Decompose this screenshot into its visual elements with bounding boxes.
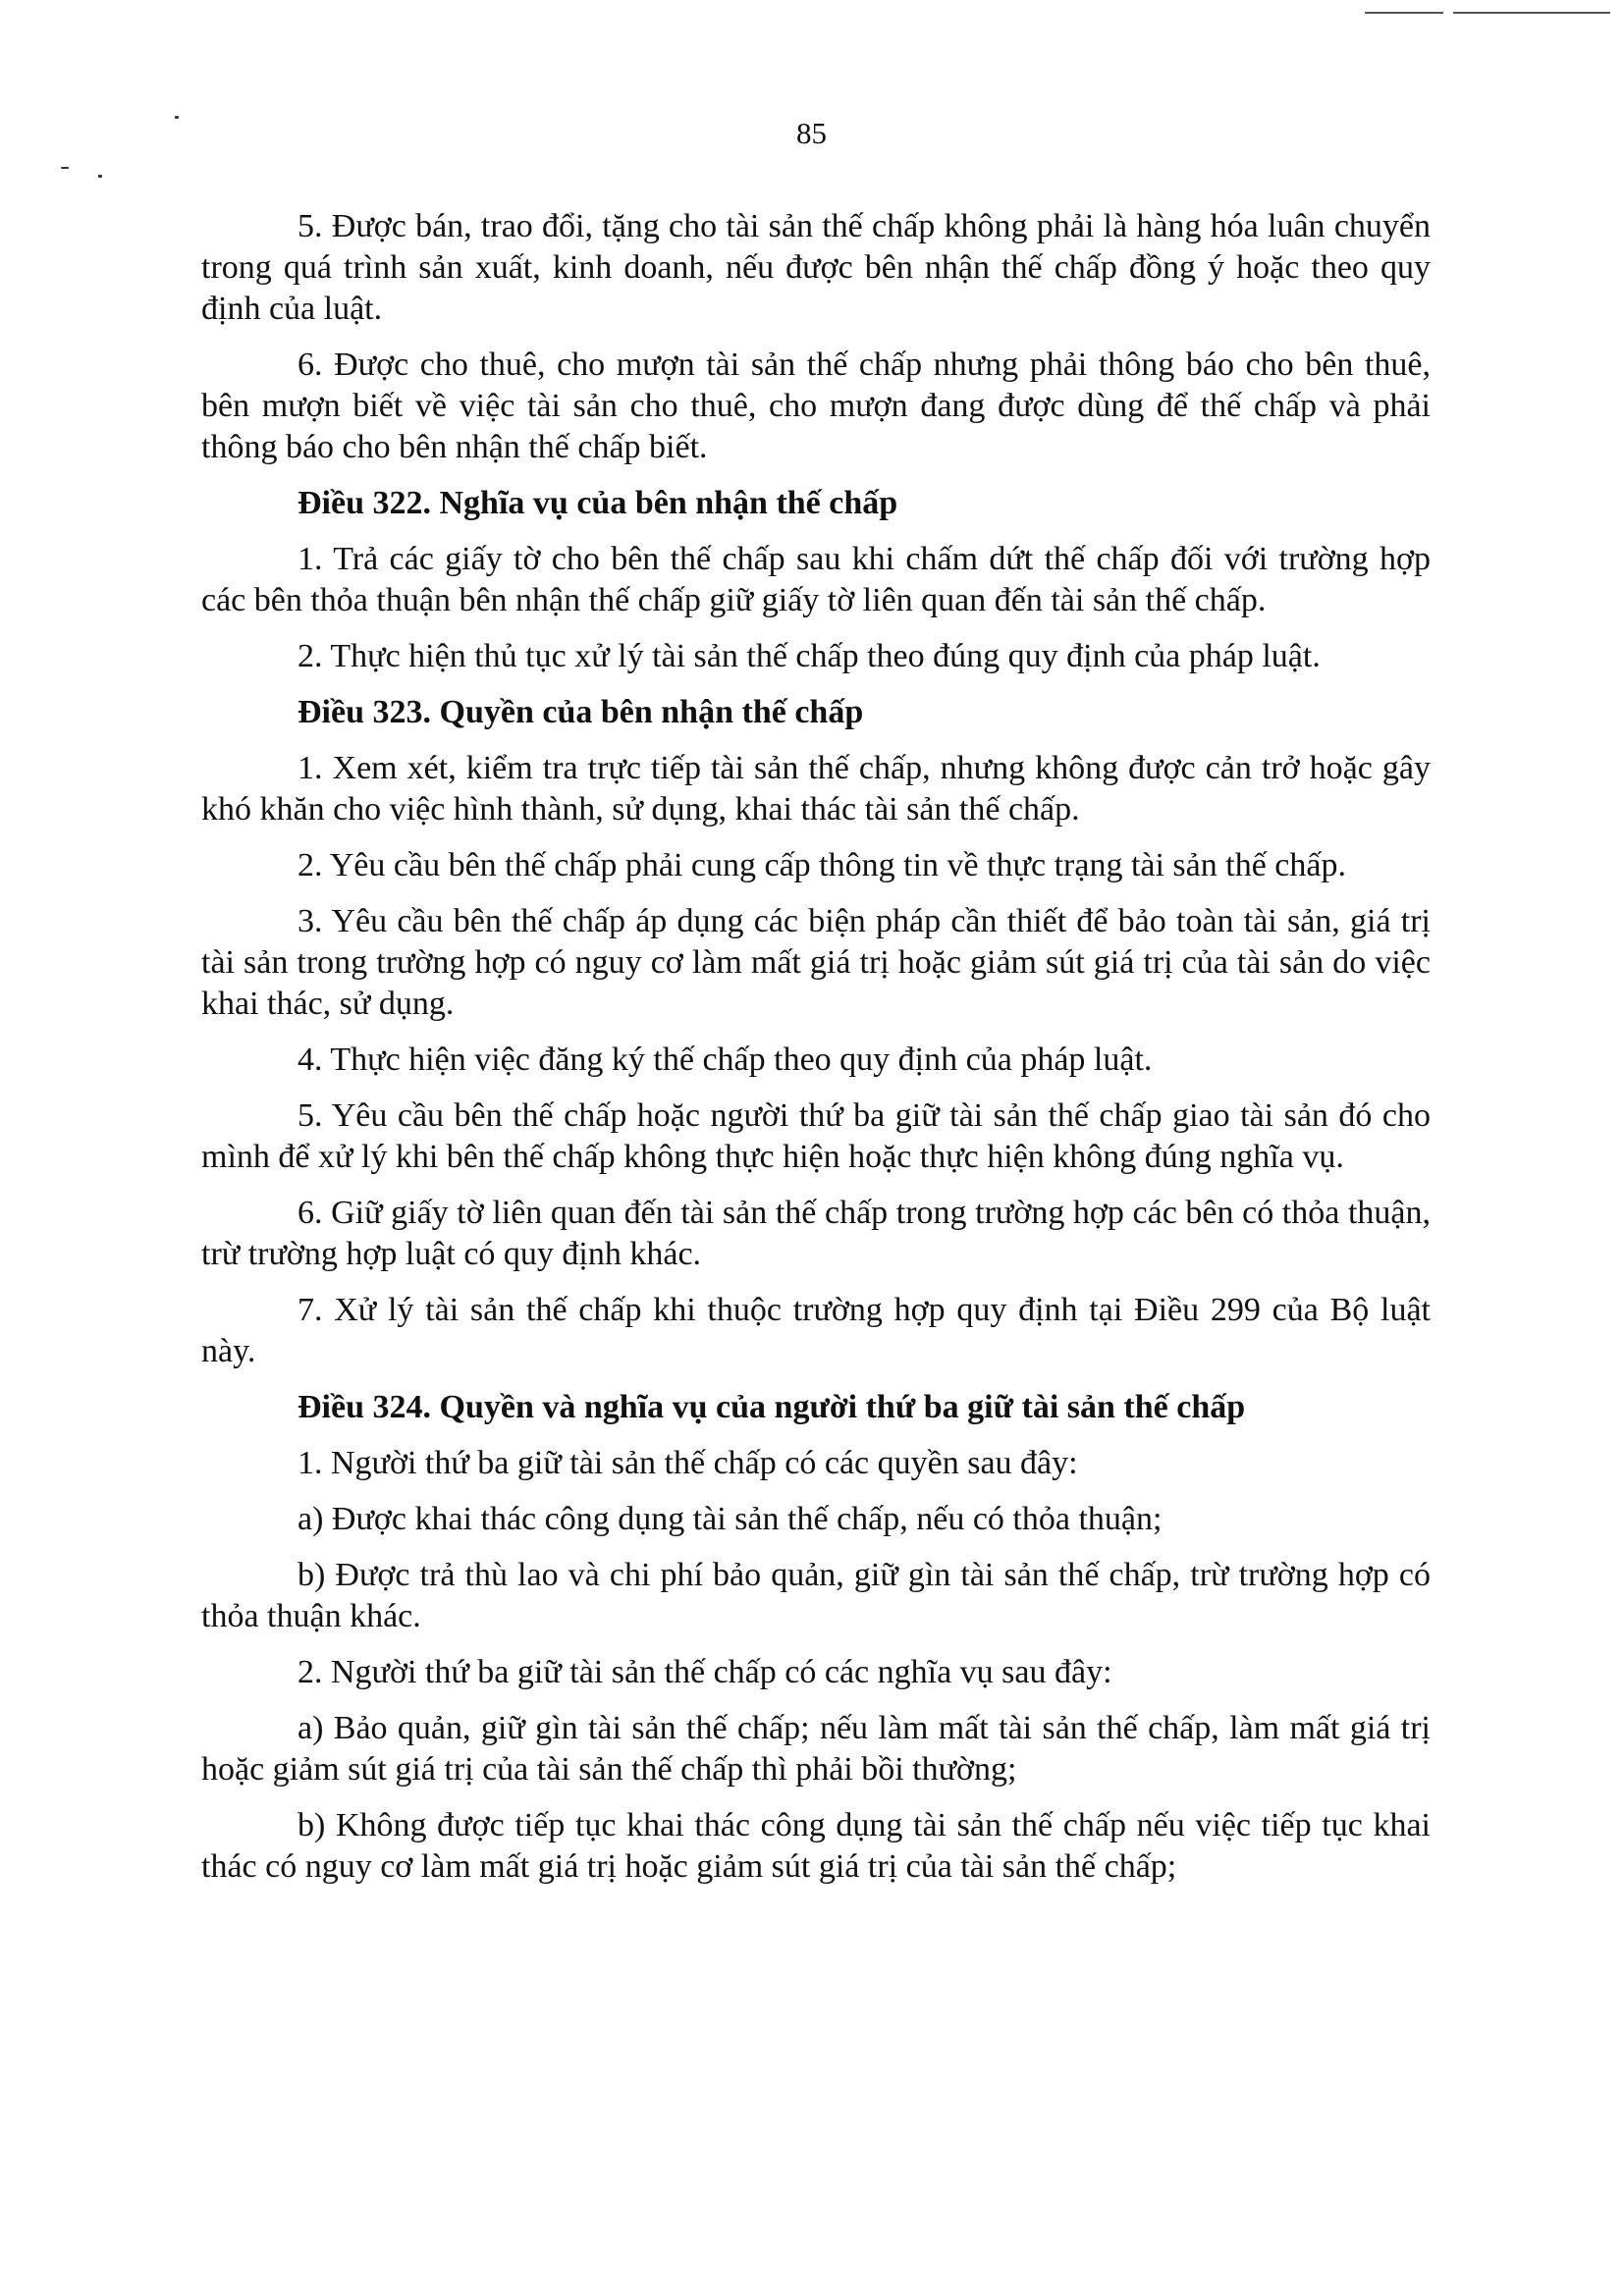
paragraph: b) Được trả thù lao và chi phí bảo quản, giữ gìn tài sản thế chấp, trừ trường hợp có thỏa thuận khác. [201, 1557, 1431, 1634]
top-rule-left [1365, 12, 1443, 14]
scan-speck [98, 175, 102, 178]
paragraph: 5. Yêu cầu bên thế chấp hoặc người thứ ba giữ tài sản thế chấp giao tài sản đó cho mình để xử lý khi bên thế chấp không thực hiện hoặc thực hiện không đúng nghĩa vụ. [201, 1097, 1431, 1175]
scan-speck [61, 167, 69, 169]
paragraph: 2. Người thứ ba giữ tài sản thế chấp có các nghĩa vụ sau đây: [298, 1654, 1112, 1690]
paragraph: 6. Được cho thuê, cho mượn tài sản thế chấp nhưng phải thông báo cho bên thuê, bên mượn biết về việc tài sản cho thuê, cho mượn đang được dùng để thế chấp và phải thông báo cho bên nhận thế chấp biết. [201, 347, 1431, 465]
paragraph: 1. Trả các giấy tờ cho bên thế chấp sau khi chấm dứt thế chấp đối với trường hợp các bên thỏa thuận bên nhận thế chấp giữ giấy tờ liên quan đến tài sản thế chấp. [201, 541, 1431, 618]
article-heading: Điều 322. Nghĩa vụ của bên nhận thế chấp [298, 485, 898, 521]
paragraph: 6. Giữ giấy tờ liên quan đến tài sản thế chấp trong trường hợp các bên có thỏa thuận, trừ trường hợp luật có quy định khác. [201, 1195, 1431, 1272]
article-heading: Điều 324. Quyền và nghĩa vụ của người thứ ba giữ tài sản thế chấp [298, 1389, 1246, 1425]
paragraph: 4. Thực hiện việc đăng ký thế chấp theo quy định của pháp luật. [298, 1041, 1153, 1078]
paragraph: 2. Yêu cầu bên thế chấp phải cung cấp thông tin về thực trạng tài sản thế chấp. [298, 847, 1346, 883]
paragraph: b) Không được tiếp tục khai thác công dụng tài sản thế chấp nếu việc tiếp tục khai thác có nguy cơ làm mất giá trị hoặc giảm sút giá trị của tài sản thế chấp; [201, 1807, 1431, 1885]
paragraph: 2. Thực hiện thủ tục xử lý tài sản thế chấp theo đúng quy định của pháp luật. [298, 638, 1321, 674]
document-body [201, 206, 1431, 1902]
paragraph: a) Bảo quản, giữ gìn tài sản thế chấp; nếu làm mất tài sản thế chấp, làm mất giá trị hoặc giảm sút giá trị của tài sản thế chấp thì phải bồi thường; [201, 1710, 1431, 1788]
paragraph: 3. Yêu cầu bên thế chấp áp dụng các biện pháp cần thiết để bảo toàn tài sản, giá trị tài sản trong trường hợp có nguy cơ làm mất giá trị hoặc giảm sút giá trị của tài sản do việc khai thác, sử dụng. [201, 903, 1431, 1022]
top-rule-right [1453, 12, 1610, 14]
paragraph: 1. Người thứ ba giữ tài sản thế chấp có các quyền sau đây: [298, 1445, 1078, 1481]
paragraph: a) Được khai thác công dụng tài sản thế chấp, nếu có thỏa thuận; [298, 1501, 1163, 1537]
paragraph: 1. Xem xét, kiểm tra trực tiếp tài sản thế chấp, nhưng không được cản trở hoặc gây khó khăn cho việc hình thành, sử dụng, khai thác tài sản thế chấp. [201, 750, 1431, 828]
article-heading: Điều 323. Quyền của bên nhận thế chấp [298, 694, 864, 730]
page-number: 85 [796, 116, 827, 150]
paragraph: 5. Được bán, trao đổi, tặng cho tài sản thế chấp không phải là hàng hóa luân chuyển trong quá trình sản xuất, kinh doanh, nếu được bên nhận thế chấp đồng ý hoặc theo quy định của luật. [201, 208, 1431, 327]
paragraph: 7. Xử lý tài sản thế chấp khi thuộc trường hợp quy định tại Điều 299 của Bộ luật này. [201, 1292, 1431, 1369]
